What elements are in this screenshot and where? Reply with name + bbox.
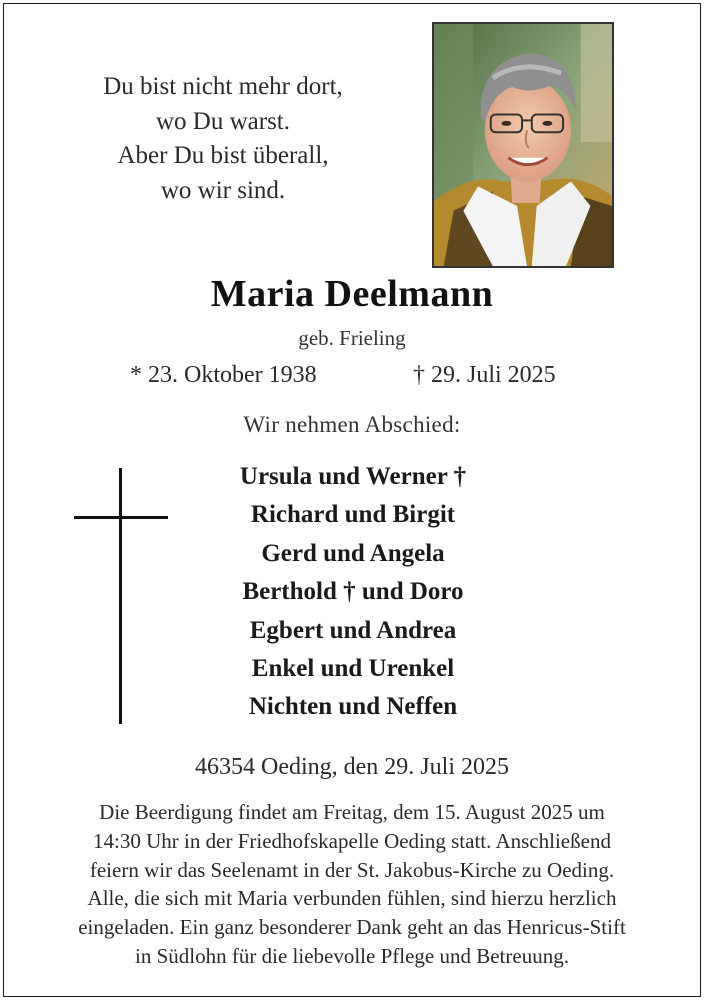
mourner-entry: Enkel und Urenkel (251, 654, 455, 682)
portrait-illustration (434, 24, 612, 266)
poem-line: wo wir sind. (160, 176, 286, 204)
poem-line: Du bist nicht mehr dort, (103, 73, 343, 100)
mourner-entry: Berthold † und Doro (242, 578, 464, 606)
notice-line: eingeladen. Ein ganz besonderer Dank geht an das Henricus-Stift (78, 915, 626, 940)
maiden-name: geb. Frieling (298, 326, 406, 350)
poem-line: Aber Du bist überall, (117, 142, 329, 169)
farewell-heading: Wir nehmen Abschied: (243, 412, 461, 437)
birth-date: * 23. Oktober 1938 (130, 362, 317, 388)
latin-cross-icon (74, 468, 168, 724)
cross-horizontal-bar (74, 516, 168, 519)
mourner-entry: Gerd und Angela (261, 539, 445, 567)
notice-line: feiern wir das Seelenamt in der St. Jakobus-Kirche zu Oeding. (89, 857, 615, 882)
place-and-date: 46354 Oeding, den 29. Juli 2025 (195, 754, 509, 780)
poem (48, 70, 398, 208)
mourner-entry: Egbert und Andrea (249, 616, 457, 644)
mourner-entry: Nichten und Neffen (248, 693, 458, 721)
cross-vertical-bar (119, 468, 122, 724)
poem-line: wo Du warst. (155, 107, 290, 135)
death-date: † 29. Juli 2025 (413, 362, 556, 388)
funeral-notice (20, 798, 684, 971)
mourners-list (180, 458, 526, 727)
notice-line: Alle, die sich mit Maria verbunden fühlen, sind hierzu herzlich (87, 886, 617, 911)
mourner-entry: Ursula und Werner † (239, 463, 467, 490)
notice-line: 14:30 Uhr in der Friedhofskapelle Oeding statt. Anschließend (93, 828, 611, 853)
notice-line: in Südlohn für die liebevolle Pflege und Betreuung. (135, 943, 569, 968)
deceased-name: Maria Deelmann (210, 273, 494, 315)
portrait-photo (432, 22, 614, 268)
mourner-entry: Richard und Birgit (250, 501, 456, 529)
notice-line: Die Beerdigung findet am Freitag, dem 15. August 2025 um (99, 800, 605, 824)
